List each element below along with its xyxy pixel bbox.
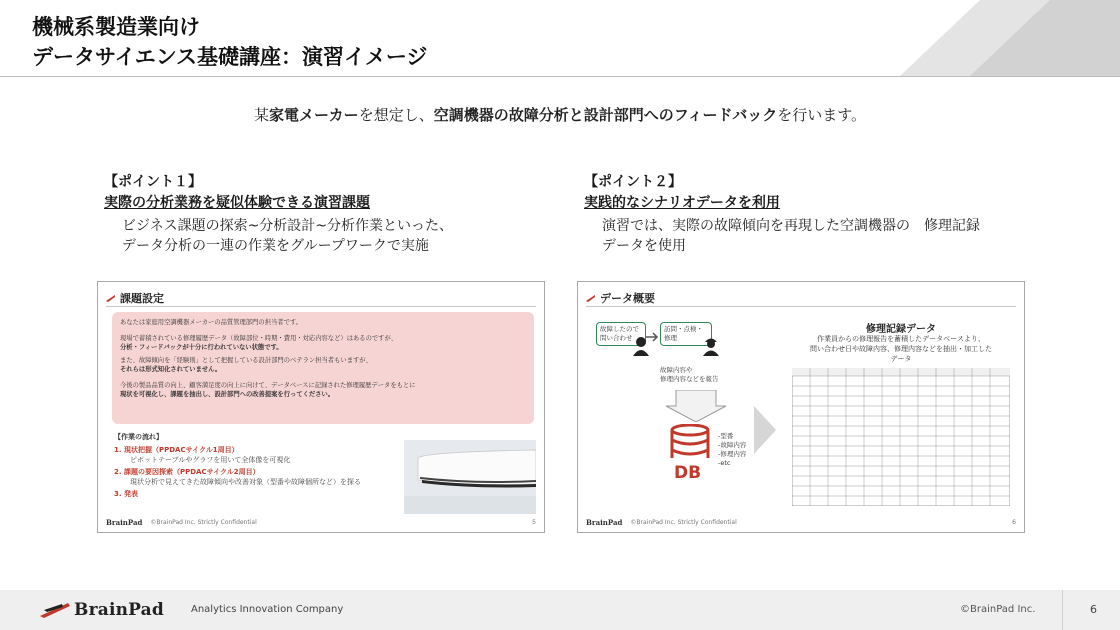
point-2 bbox=[584, 172, 1024, 256]
thumb-title-text: データ概要 bbox=[600, 292, 655, 305]
point-label: 【ポイント２】 bbox=[584, 174, 682, 190]
workflow-step: 2. 課題の要因探索（PPDACサイクル2周目） bbox=[114, 468, 260, 476]
point-body-line: 演習では、実際の故障傾向を再現した空調機器の 修理記録 bbox=[602, 218, 980, 234]
lead-emphasis: 空調機器の故障分析と設計部門へのフィードバック bbox=[433, 106, 778, 124]
db-fields: -型番 -故障内容 -修理内容 -etc bbox=[718, 432, 747, 467]
workflow-step: 1. 現状把握（PPDACサイクル1周目） bbox=[114, 446, 239, 454]
inquiry-bubble: 故障したので 問い合わせ bbox=[596, 322, 646, 346]
svg-text:DB: DB bbox=[674, 463, 702, 480]
visit-bubble: 訪問・点検・ 修理 bbox=[660, 322, 712, 346]
point-body-line: データ分析の一連の作業をグループワークで実施 bbox=[122, 238, 429, 254]
thumb-footer-text: ©BrainPad Inc. Strictly Confidential bbox=[150, 518, 257, 526]
chevron-right-icon bbox=[754, 406, 776, 454]
point-body-line: ビジネス課題の探索~分析設計~分析作業といった、 bbox=[122, 218, 454, 234]
point-heading: 実践的なシナリオデータを利用 bbox=[584, 195, 780, 211]
thumb-title bbox=[586, 290, 655, 306]
thumb-page-number: 6 bbox=[1012, 518, 1016, 526]
slide-thumbnail-data bbox=[577, 281, 1025, 533]
brainpad-logo bbox=[40, 600, 164, 620]
point-body bbox=[104, 216, 544, 256]
repair-data-desc: 作業員からの修理報告を蓄積したデータベースより、 問い合わせ日や故障内容、修理内容などを抽出・加工した データ bbox=[810, 335, 992, 363]
scenario-box bbox=[112, 312, 534, 424]
point-1 bbox=[104, 172, 544, 256]
report-label: 故障内容や 修理内容などを報告 bbox=[660, 366, 719, 383]
copyright: ©BrainPad Inc. bbox=[960, 604, 1036, 615]
air-conditioner-image bbox=[404, 440, 536, 514]
thumb-footer bbox=[106, 516, 536, 528]
down-arrow-icon bbox=[666, 390, 726, 422]
scenario-line: それらは形式知化されていません。 bbox=[120, 366, 222, 373]
footer-divider bbox=[1062, 590, 1063, 630]
repair-data-title: 修理記録データ bbox=[866, 324, 936, 335]
thumb-divider bbox=[586, 306, 1016, 307]
title-line-2: データサイエンス基礎講座：演習イメージ bbox=[32, 45, 428, 69]
lead-sentence bbox=[0, 104, 1120, 125]
repair-table-preview bbox=[792, 368, 1010, 506]
company-tagline: Analytics Innovation Company bbox=[191, 604, 344, 615]
page-number: 6 bbox=[1090, 603, 1097, 616]
scenario-line: 現状を可視化し、課題を抽出し、設計部門への改善提案を行ってください。 bbox=[120, 391, 335, 398]
corner-decoration bbox=[820, 0, 1120, 76]
point-heading: 実際の分析業務を疑似体験できる演習課題 bbox=[104, 195, 370, 211]
slide-title bbox=[32, 12, 427, 72]
brand-mark-icon bbox=[586, 295, 595, 302]
technician-icon bbox=[702, 336, 720, 356]
scenario-line: 分析・フィードバックが十分に行われていない状態です。 bbox=[120, 344, 283, 351]
workflow-step-desc: ピボットテーブルやグラフを用いて全体像を可視化 bbox=[130, 456, 291, 464]
title-line-1: 機械系製造業向け bbox=[32, 15, 200, 39]
point-body bbox=[584, 216, 1024, 256]
lead-emphasis: 家電メーカー bbox=[268, 106, 359, 124]
data-flow-diagram bbox=[588, 314, 768, 504]
lead-seg: を想定し、 bbox=[358, 106, 434, 124]
point-body-line: データを使用 bbox=[602, 238, 686, 254]
brainpad-wordmark: BrainPad bbox=[74, 600, 164, 620]
brand-mark-icon bbox=[106, 295, 115, 302]
thumb-footer-text: ©BrainPad Inc. Strictly Confidential bbox=[630, 518, 737, 526]
thumb-divider bbox=[106, 306, 536, 307]
lead-seg: を行います。 bbox=[777, 106, 867, 124]
database-icon bbox=[670, 424, 714, 480]
workflow bbox=[114, 432, 404, 499]
workflow-step-desc: 現状分析で見えてきた故障傾向や改善対象（型番や故障個所など）を探る bbox=[130, 478, 361, 486]
thumb-title-text: 課題設定 bbox=[120, 292, 164, 305]
thumb-title bbox=[106, 290, 164, 306]
slide-thumbnail-task bbox=[97, 281, 545, 533]
scenario-line: 現場で蓄積されている修理履歴データ（故障部位・時期・費用・対応内容など）はあるのですが、 bbox=[120, 334, 398, 342]
point-label: 【ポイント１】 bbox=[104, 174, 202, 190]
workflow-title: 【作業の流れ】 bbox=[114, 433, 163, 441]
arrow-right-icon bbox=[646, 332, 660, 342]
scenario-line: あなたは家庭用空調機器メーカーの品質管理部門の担当者です。 bbox=[120, 319, 302, 326]
thumb-footer-logo: BrainPad bbox=[106, 517, 143, 527]
scenario-line: また、故障傾向を「経験則」として把握している設計部門のベテラン担当者もいますが、 bbox=[120, 356, 372, 364]
scenario-line: 今後の製品品質の向上、顧客満足度の向上に向けて、データベースに記録された修理履歴データをもとに bbox=[120, 381, 416, 389]
thumb-page-number: 5 bbox=[532, 518, 536, 526]
workflow-step: 3. 発表 bbox=[114, 490, 138, 498]
thumb-footer bbox=[586, 516, 1016, 528]
brainpad-mark-icon bbox=[40, 602, 70, 618]
page-footer bbox=[0, 590, 1120, 630]
title-divider bbox=[0, 76, 1120, 77]
lead-seg: 某 bbox=[253, 106, 269, 124]
thumb-footer-logo: BrainPad bbox=[586, 517, 623, 527]
